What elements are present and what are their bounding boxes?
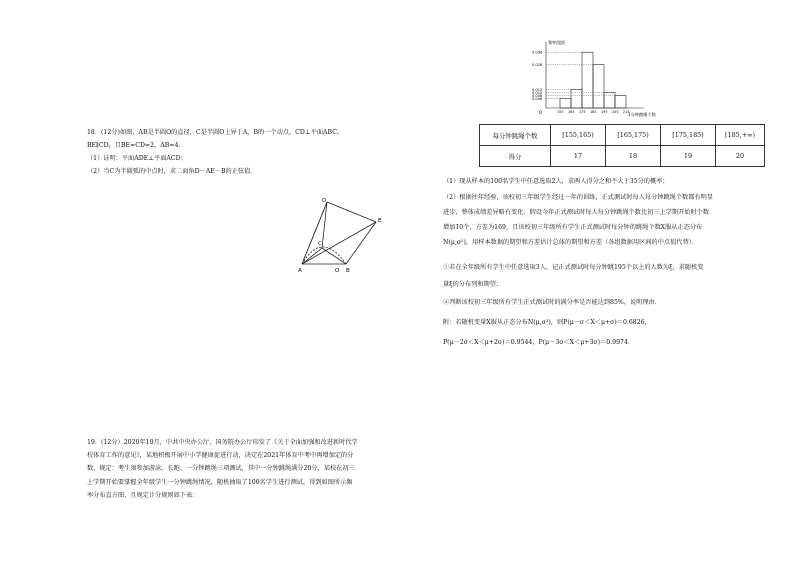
q18-stem-continued: BE∥CD，且BE=CD=2，AB=4． xyxy=(87,142,185,149)
label-e: E xyxy=(378,218,382,224)
x-tick-label: 165 xyxy=(568,110,575,114)
x-tick-label: 185 xyxy=(590,110,597,114)
score-table xyxy=(479,124,765,167)
table-cell: 20 xyxy=(716,146,765,167)
q18-part2: （2）当C为半圆弧的中点时，求二面角D－AE－B的正弦值． xyxy=(87,168,257,175)
right-part2-d: N(μ,σ²)，用样本数据的期望和方差估计总体的期望和方差（各组数据用区间的中点值代替）． xyxy=(443,239,698,246)
geometry-figure xyxy=(292,192,388,276)
q19-line4: 上学期开始要掌握全年级学生一分钟跳绳情况，随机抽取了100名学生进行测试，得到如图所示频 xyxy=(87,479,353,486)
q19-line5: 率分布直方图，且规定计分规则如下表： xyxy=(87,492,199,499)
table-cell: [185,+∞) xyxy=(716,125,765,146)
table-cell: 17 xyxy=(551,146,606,167)
y-tick-label: 0.006 xyxy=(532,97,543,102)
label-a: A xyxy=(298,268,302,274)
histogram-bar xyxy=(571,89,582,108)
table-score-label: 得分 xyxy=(480,146,551,167)
label-c: C xyxy=(318,241,322,247)
label-d: D xyxy=(322,198,327,204)
q19-line1: 19．(12分）2020年10月，中共中央办公厅、国务院办公厅印发了《关于全面加强和改进新时代学 xyxy=(87,439,358,446)
table-cell: 18 xyxy=(606,146,661,167)
y-tick-label: 0.008 xyxy=(532,94,543,98)
q19-line2: 校体育工作的意见》，某地积极开展中小学健康促进行动，决定在2021年体育中考中再增加定的分 xyxy=(87,452,354,459)
x-tick-label: 155 xyxy=(557,110,564,114)
edge-ae xyxy=(302,222,376,264)
right-part2-c: 增加10个，方差为169，且该校初三年级所有学生正式测试时每分钟的跳绳个数X服从正态分布 xyxy=(443,224,703,231)
histogram-bar xyxy=(582,52,593,108)
label-o: O xyxy=(335,268,340,274)
x-tick-label: 175 xyxy=(579,110,586,114)
table-cell: [175,185) xyxy=(661,125,716,146)
right-appendix-1: 附：若随机变量X服从正态分布N(μ,σ²)，则P(μ－σ＜X＜μ+σ)＝0.6826， xyxy=(443,319,651,326)
right-part2-b: 进步，整体成绩差异略有变化．假设今年正式测试时每人每分钟跳绳个数比初三上学期开始时个数 xyxy=(443,209,710,216)
label-b: B xyxy=(346,268,350,274)
table-row xyxy=(480,146,765,167)
histogram-bar xyxy=(604,93,615,109)
y-tick-label: 0.028 xyxy=(532,63,543,67)
edge-de xyxy=(327,202,376,222)
table-header-label: 每分钟跳绳个数 xyxy=(480,125,551,146)
x-axis-label: 1分钟跳绳个数 xyxy=(628,112,656,117)
table-cell: [155,165) xyxy=(551,125,606,146)
x-tick-label: 205 xyxy=(612,110,619,114)
origin-label: O xyxy=(539,110,543,115)
right-part3-a: ①若在全年级所有学生中任意选取3人，记正式测试时每分钟跳195个以上的人数为ξ，求随机变 xyxy=(443,264,704,271)
right-part4: ②判断该校初三年级所有学生正式测试时的满分率是否能达到85%，说明理由． xyxy=(443,299,661,306)
histogram-bar xyxy=(593,65,604,108)
histogram-bar xyxy=(615,96,626,108)
right-part3-b: 量ξ的分布列和期望； xyxy=(443,281,503,288)
q18-stem: 18．(12分)如图，AB是半圆O的直径，C是半圆O上异于A，B的一个动点，CD⊥平面ABC， xyxy=(87,129,344,136)
right-part2-a: （2）根据往年经验，该校初三年级学生经过一年的训练，正式测试时每人每分钟跳绳个数都有明显 xyxy=(443,194,713,201)
table-row xyxy=(480,125,765,146)
table-cell: 19 xyxy=(661,146,716,167)
y-tick-label: 0.010 xyxy=(532,90,543,95)
y-tick-label: 0.036 xyxy=(532,50,543,55)
q19-line3: 数，规定：考生须参加游泳、长跑、一分钟跳绳三项测试，其中一分钟跳绳满分20分，某校在初三 xyxy=(87,465,355,472)
right-appendix-2: P(μ－2σ＜X＜μ+2σ)＝0.9544，P(μ－3σ＜X＜μ+3σ)＝0.9974． xyxy=(443,339,635,346)
histogram-bar xyxy=(560,99,571,108)
x-tick-label: 195 xyxy=(601,110,608,114)
edge-be xyxy=(346,222,376,264)
frequency-histogram xyxy=(530,38,700,118)
y-axis-label: 频率/组距 xyxy=(548,40,566,45)
table-cell: [165,175) xyxy=(606,125,661,146)
right-part1: （1）现从样本的100名学生中任意选取2人，求两人得分之和不大于35分的概率； xyxy=(443,178,669,185)
q18-part1: （1）证明：平面ADE⊥平面ACD； xyxy=(87,155,187,162)
x-tick-label: 215 xyxy=(623,110,630,114)
y-tick-label: 0.012 xyxy=(532,87,543,92)
